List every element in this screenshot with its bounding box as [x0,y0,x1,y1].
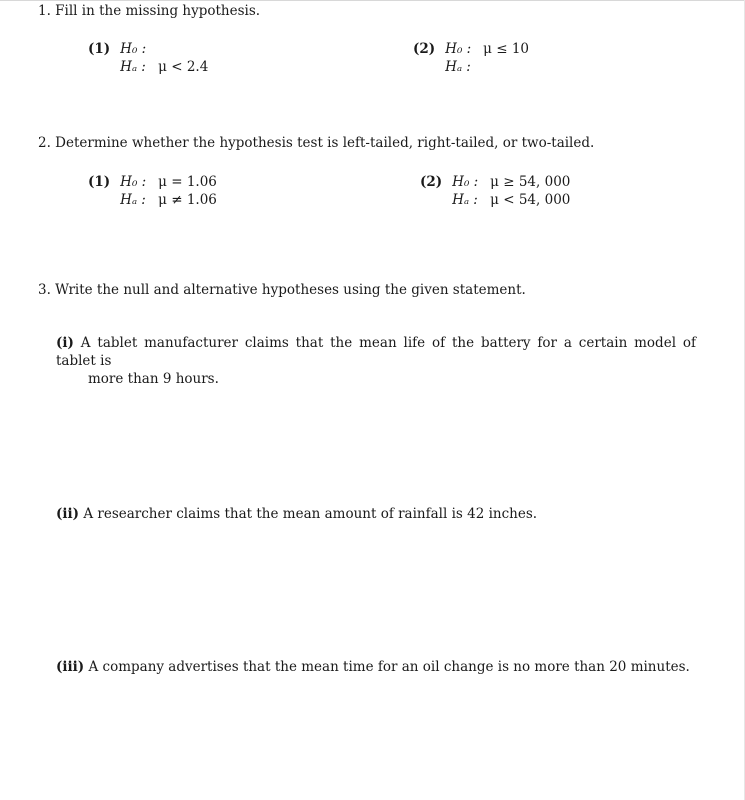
h0-value: μ ≤ 10 [483,41,530,57]
ha-label: Hₐ : [445,59,471,75]
h0-value: μ = 1.06 [158,174,217,190]
h0-label: H₀ : [452,174,479,190]
ha-value: μ < 2.4 [158,59,209,75]
question-3-text: 3. Write the null and alternative hypotheses using the given statement. [38,282,526,298]
q1-item-1 [88,40,208,76]
part-text: A researcher claims that the mean amount of rainfall is 42 inches. [83,506,538,522]
part-text: A company advertises that the mean time for an oil change is no more than 20 minutes. [88,659,690,675]
h0-label: H₀ : [445,41,472,57]
q3-part-iii [56,658,696,676]
part-label: (iii) [56,659,85,675]
q2-item-1 [88,173,217,209]
part-text-line-1: A tablet manufacturer claims that the mean life of the battery for a certain model of tablet is [56,335,696,369]
q3-part-i [56,334,696,388]
question-2-text: 2. Determine whether the hypothesis test is left-tailed, right-tailed, or two-tailed. [38,135,595,151]
page-top-border [0,0,745,1]
ha-value: μ < 54, 000 [490,192,571,208]
ha-label: Hₐ : [120,59,146,75]
ha-label: Hₐ : [452,192,478,208]
ha-label: Hₐ : [120,192,146,208]
q1-item-2 [413,40,529,76]
h0-value: μ ≥ 54, 000 [490,174,571,190]
part-label: (ii) [56,506,80,522]
part-label: (i) [56,335,74,351]
h0-label: H₀ : [120,174,147,190]
question-1-text: 1. Fill in the missing hypothesis. [38,3,261,19]
q3-part-ii [56,505,696,523]
item-number: (1) [88,174,111,190]
q2-item-2 [420,173,570,209]
item-number: (2) [413,41,436,57]
ha-value: μ ≠ 1.06 [158,192,217,208]
item-number: (2) [420,174,443,190]
item-number: (1) [88,41,111,57]
h0-label: H₀ : [120,41,147,57]
part-text-line-2: more than 9 hours. [88,371,219,387]
